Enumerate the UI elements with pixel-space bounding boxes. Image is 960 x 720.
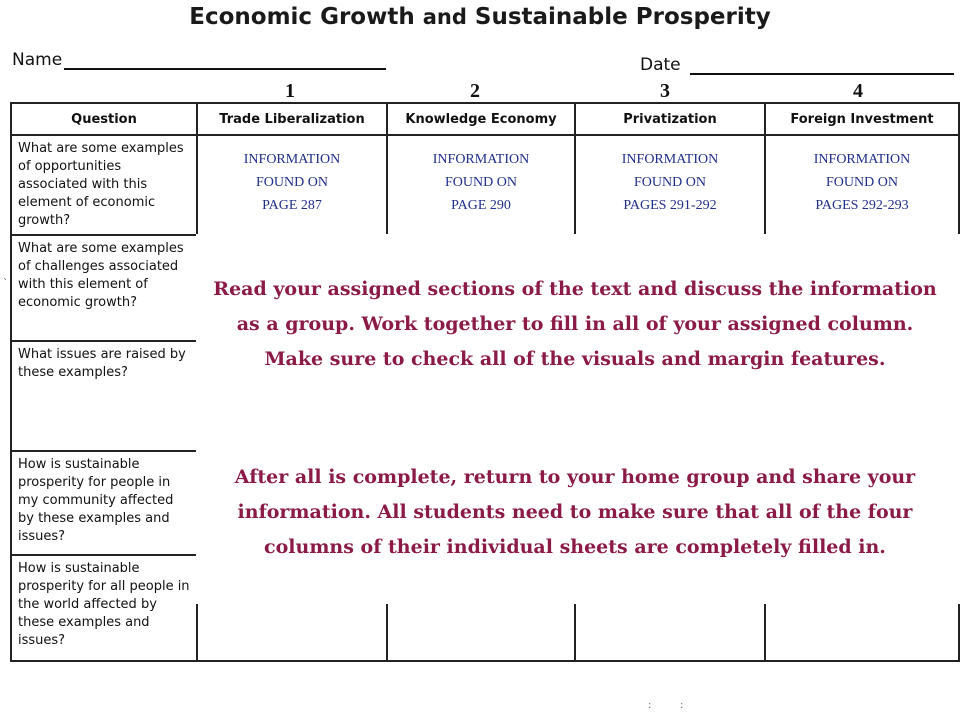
info-line: FOUND ON bbox=[256, 175, 328, 190]
header-knowledge-economy: Knowledge Economy bbox=[387, 103, 575, 135]
margin-tick: ` bbox=[3, 278, 8, 289]
column-number-4: 4 bbox=[853, 80, 863, 102]
info-line: INFORMATION bbox=[813, 152, 911, 167]
info-page: PAGES 291-292 bbox=[623, 198, 717, 213]
column-number-1: 1 bbox=[285, 80, 295, 102]
info-note bbox=[388, 136, 574, 217]
info-line: INFORMATION bbox=[432, 152, 530, 167]
question-cell: What are some examples of opportunities associated with this element of economic growth? bbox=[11, 135, 197, 235]
instruction-text: Read your assigned sections of the text and discuss the information as a group. Work together to fill in all of your assigned column. bbox=[213, 278, 937, 335]
question-cell: What issues are raised by these examples? bbox=[11, 341, 197, 451]
header-privatization: Privatization bbox=[575, 103, 765, 135]
info-line: FOUND ON bbox=[445, 175, 517, 190]
column-number-2: 2 bbox=[470, 80, 480, 102]
header-foreign-investment: Foreign Investment bbox=[765, 103, 959, 135]
instructions-paragraph-1 bbox=[200, 272, 950, 377]
answer-cell[interactable] bbox=[197, 135, 387, 235]
info-note bbox=[766, 136, 958, 217]
worksheet-title bbox=[0, 4, 960, 30]
answer-cell[interactable] bbox=[575, 135, 765, 235]
info-note bbox=[198, 136, 386, 217]
info-page: PAGE 287 bbox=[262, 198, 322, 213]
question-cell: How is sustainable prosperity for people in my community affected by these examples and issues? bbox=[11, 451, 197, 555]
info-note bbox=[576, 136, 764, 217]
instructions-paragraph-2: After all is complete, return to your home group and share your information. All students need to make sure that all of the four columns of their individual sheets are completely filled in. bbox=[234, 466, 916, 558]
name-field-line[interactable] bbox=[64, 68, 386, 70]
header-trade-liberalization: Trade Liberalization bbox=[197, 103, 387, 135]
answer-cell[interactable] bbox=[765, 135, 959, 235]
question-cell: How is sustainable prosperity for all people in the world affected by these examples and issues? bbox=[11, 555, 197, 661]
info-page: PAGES 292-293 bbox=[815, 198, 909, 213]
info-line: FOUND ON bbox=[826, 175, 898, 190]
header-question: Question bbox=[11, 103, 197, 135]
instruction-text: Make sure to check all of the visuals and margin features. bbox=[264, 348, 886, 370]
answer-cell[interactable] bbox=[387, 135, 575, 235]
table-row bbox=[11, 135, 959, 235]
footer-mark: : bbox=[680, 700, 684, 711]
date-field-line[interactable] bbox=[690, 73, 954, 75]
info-page: PAGE 290 bbox=[451, 198, 511, 213]
info-line: FOUND ON bbox=[634, 175, 706, 190]
info-line: INFORMATION bbox=[243, 152, 341, 167]
table-header-row bbox=[11, 103, 959, 135]
date-label: Date bbox=[640, 55, 681, 75]
title-part-1: Economic Growth bbox=[189, 4, 423, 30]
title-part-2: and bbox=[422, 5, 467, 29]
question-cell: What are some examples of challenges associated with this element of economic growth? bbox=[11, 235, 197, 341]
footer-mark: : bbox=[648, 700, 652, 711]
title-part-3: Sustainable Prosperity bbox=[466, 4, 771, 30]
info-line: INFORMATION bbox=[621, 152, 719, 167]
name-label: Name bbox=[12, 50, 63, 70]
column-number-3: 3 bbox=[660, 80, 670, 102]
